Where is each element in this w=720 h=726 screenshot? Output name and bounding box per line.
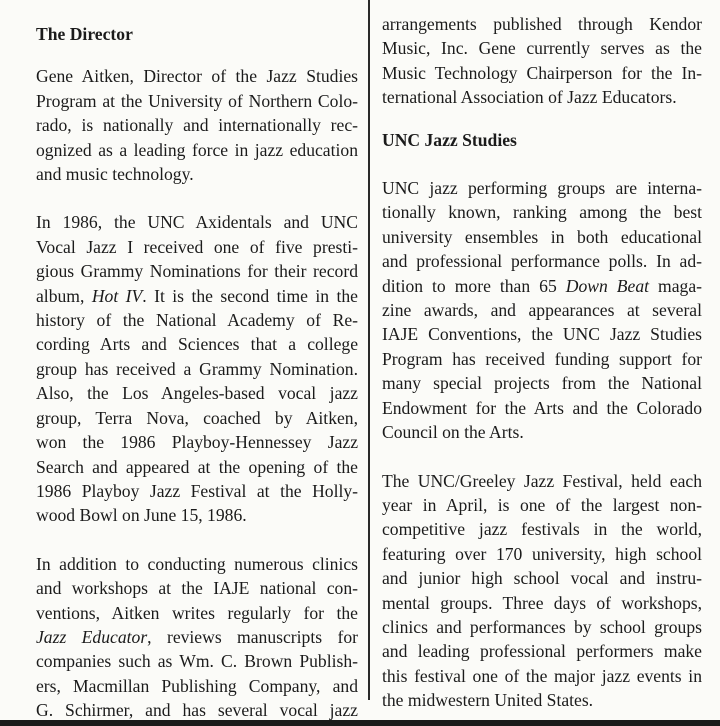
paragraph-director-intro bbox=[36, 64, 358, 186]
text-line: gious Grammy Nominations for their record bbox=[36, 261, 358, 282]
text-line: arrangements published through Kendor bbox=[382, 14, 702, 34]
text-line: In 1986, the UNC Axidentals and UNC bbox=[36, 212, 358, 233]
text-line: this festival one of the major jazz events in bbox=[382, 665, 702, 686]
text-line: and junior high school vocal and instru- bbox=[382, 568, 702, 589]
text-line: and professional performance polls. In ad- bbox=[382, 251, 702, 272]
text-line: cording Arts and Sciences that a college bbox=[36, 334, 358, 355]
text-fragment: , reviews manuscripts for bbox=[147, 626, 358, 647]
text-line: group, Terra Nova, coached by Aitken, bbox=[36, 407, 358, 428]
text-fragment: maga- bbox=[649, 275, 702, 296]
text-line: Music Technology Chairperson for the In- bbox=[382, 62, 702, 83]
paragraph-jazz-festival bbox=[382, 469, 702, 713]
text-line: Gene Aitken, Director of the Jazz Studies bbox=[36, 66, 358, 87]
text-line: Music, Inc. Gene currently serves as the bbox=[382, 38, 702, 59]
text-line: year in April, is one of the largest non- bbox=[382, 494, 702, 515]
paragraph-arrangements bbox=[382, 12, 702, 110]
text-line: Also, the Los Angeles-based vocal jazz bbox=[36, 383, 358, 404]
text-line: mental groups. Three days of workshops, bbox=[382, 592, 702, 613]
paragraph-clinics bbox=[36, 552, 358, 723]
text-line: IAJE Conventions, the UNC Jazz Studies bbox=[382, 324, 702, 345]
text-line: companies such as Wm. C. Brown Publish- bbox=[36, 651, 358, 672]
magazine-title: Down Beat bbox=[565, 275, 650, 296]
text-line: ognized as a leading force in jazz education bbox=[36, 139, 358, 160]
text-line: the midwestern United States. bbox=[382, 690, 594, 711]
text-fragment: album, bbox=[36, 285, 92, 306]
text-line: ternational Association of Jazz Educators. bbox=[382, 87, 677, 108]
text-line: Vocal Jazz I received one of five presti- bbox=[36, 236, 358, 257]
left-column bbox=[36, 22, 358, 723]
page-bottom-edge bbox=[0, 720, 720, 726]
text-line: Search and appeared at the opening of the bbox=[36, 456, 358, 477]
text-line: The UNC/Greeley Jazz Festival, held each bbox=[382, 470, 702, 491]
text-line: 1986 Playboy Jazz Festival at the Holly- bbox=[36, 480, 358, 501]
text-line: history of the National Academy of Re- bbox=[36, 310, 358, 331]
text-line: tionally known, ranking among the best bbox=[382, 202, 702, 223]
text-line: featuring over 170 university, high school bbox=[382, 543, 702, 564]
text-line: ventions, Aitken writes regularly for the bbox=[36, 602, 358, 623]
magazine-title: Jazz Educator bbox=[36, 626, 148, 647]
text-line: ers, Macmillan Publishing Company, and bbox=[36, 675, 358, 696]
text-line: university ensembles in both educational bbox=[382, 226, 702, 247]
text-line: clinics and performances by school groups bbox=[382, 616, 702, 637]
text-line: and leading professional performers make bbox=[382, 641, 702, 662]
text-line bbox=[36, 625, 358, 649]
column-divider bbox=[368, 0, 370, 700]
text-line: UNC jazz performing groups are interna- bbox=[382, 178, 702, 199]
text-fragment: dition to more than 65 bbox=[382, 275, 566, 296]
album-title: Hot IV bbox=[91, 285, 143, 306]
text-line: competitive jazz festivals in the world, bbox=[382, 519, 702, 540]
right-column bbox=[382, 12, 702, 713]
text-line: In addition to conducting numerous clinics bbox=[36, 553, 358, 574]
text-line: Council on the Arts. bbox=[382, 422, 524, 443]
section-heading-jazz-studies: UNC Jazz Studies bbox=[382, 129, 517, 150]
text-line: rado, is nationally and internationally rec- bbox=[36, 115, 358, 136]
text-line: wood Bowl on June 15, 1986. bbox=[36, 505, 247, 526]
section-heading-director: The Director bbox=[36, 24, 133, 44]
text-line: Program has received funding support for bbox=[382, 348, 702, 369]
text-line bbox=[382, 274, 702, 298]
text-line: many special projects from the National bbox=[382, 373, 702, 394]
text-line bbox=[36, 284, 358, 308]
text-line: zine awards, and appearances at several bbox=[382, 300, 702, 321]
text-line: Program at the University of Northern Colo- bbox=[36, 90, 358, 111]
text-line: group has received a Grammy Nomination. bbox=[36, 358, 358, 379]
text-line: won the 1986 Playboy-Hennessey Jazz bbox=[36, 432, 358, 453]
paragraph-grammy bbox=[36, 210, 358, 527]
text-line: Endowment for the Arts and the Colorado bbox=[382, 397, 702, 418]
text-line: and music technology. bbox=[36, 164, 194, 185]
text-fragment: . It is the second time in the bbox=[142, 285, 358, 306]
paragraph-jazz-groups bbox=[382, 176, 702, 444]
text-line: and workshops at the IAJE national con- bbox=[36, 578, 358, 599]
text-line: G. Schirmer, and has several vocal jazz bbox=[36, 700, 358, 721]
